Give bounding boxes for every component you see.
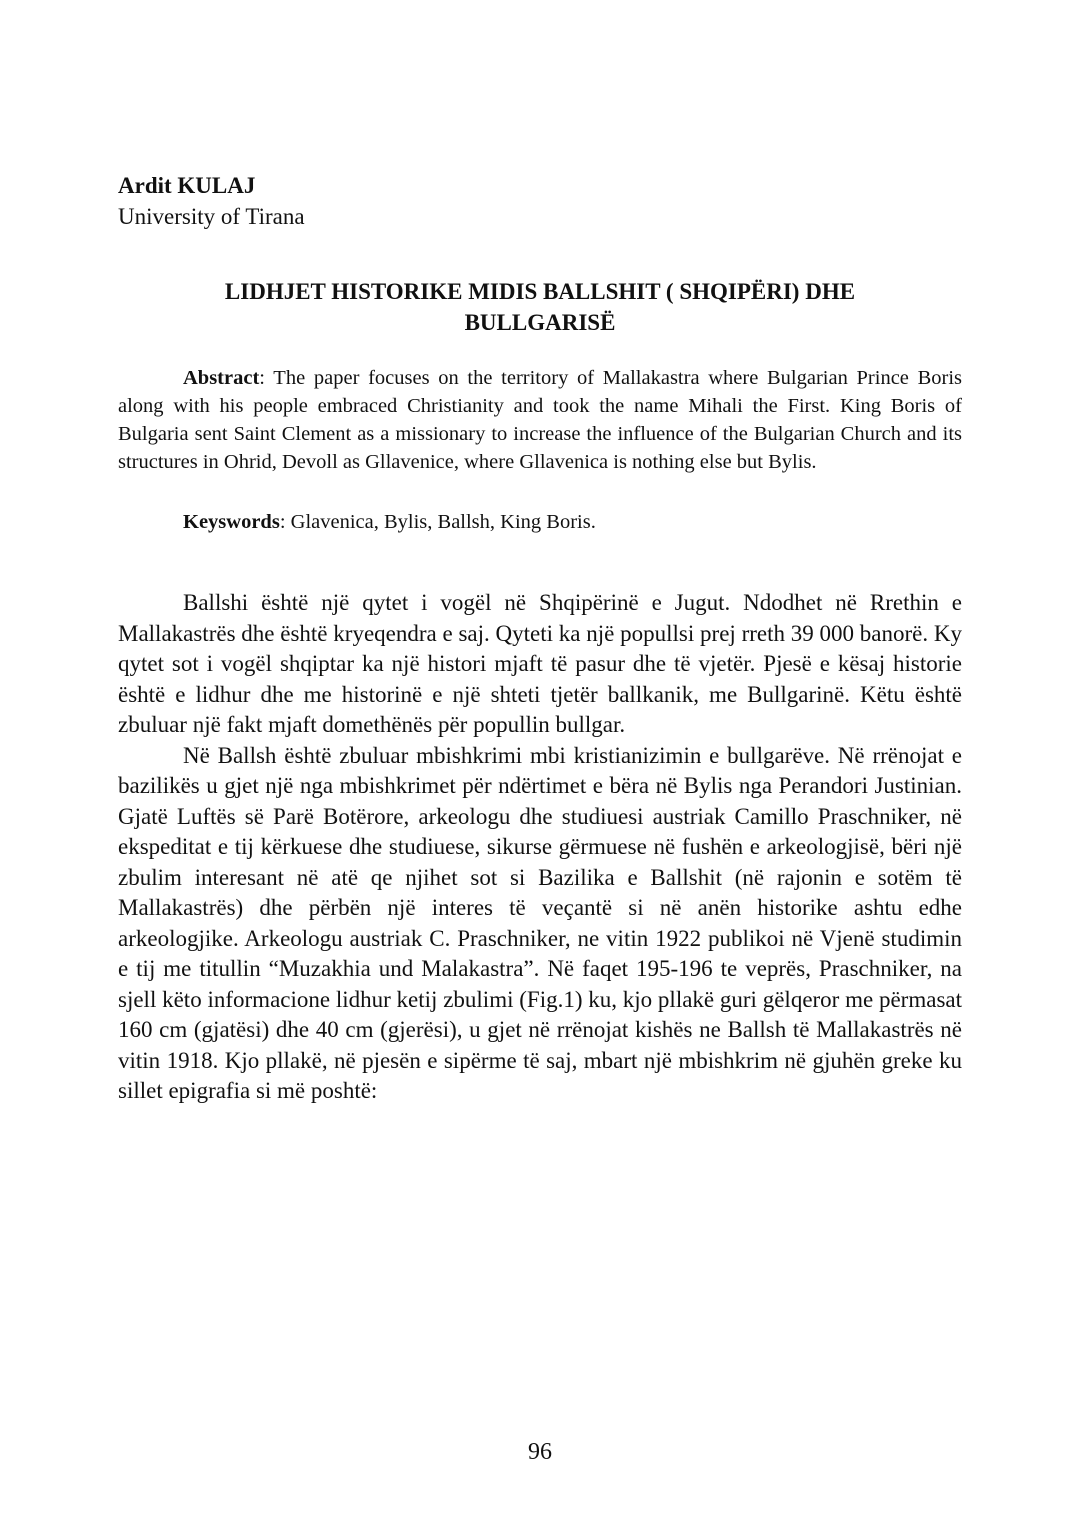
keywords-label: Keyswords — [183, 511, 280, 533]
paper-title-line-2: BULLGARISË — [464, 310, 616, 335]
body-text — [118, 588, 962, 1107]
abstract — [118, 364, 962, 476]
body-paragraph: Ballshi është një qytet i vogël në Shqipërinë e Jugut. Ndodhet në Rrethin e Mallakastrës dhe është kryeqendra e saj. Qyteti ka një popullsi prej rreth 39 000 banorë. Ky qytet sot i vogël shqiptar ka një histori mjaft të pasur dhe të vjetër. Pjesë e kësaj historie është e lidhur dhe me historinë e një shteti tjetër ballkanik, me Bullgarinë. Këtu është zbuluar një fakt mjaft domethënës për popullin bullgar. — [118, 590, 962, 737]
keywords-text: : Glavenica, Bylis, Ballsh, King Boris. — [279, 511, 596, 533]
paper-title — [118, 276, 962, 338]
paper-title-line-1: LIDHJET HISTORIKE MIDIS BALLSHIT ( SHQIPËRI) DHE — [224, 279, 856, 304]
author-name: Ardit KULAJ — [118, 173, 256, 198]
abstract-text: : The paper focuses on the territory of Mallakastra where Bulgarian Prince Boris along with his people embraced Christianity and took the name Mihali the First. King Boris of Bulgaria sent Saint Clement as a missionary to increase the influence of the Bulgarian Church and its structures in Ohrid, Devoll as Gllavenice, where Gllavenica is nothing else but Bylis. — [118, 367, 962, 473]
author-affiliation: University of Tirana — [118, 204, 305, 229]
body-paragraph: Në Ballsh është zbuluar mbishkrimi mbi kristianizimin e bullgarëve. Në rrënojat e bazilikës u gjet një nga mbishkrimet për ndërtimet e bëra në Bylis nga Perandori Justinian. Gjatë Luftës së Parë Botërore, arkeologu dhe studiuesi austriak Camillo Praschniker, në ekspeditat e tij kërkuese dhe studiuese, sikurse gërmuese në fushën e arkeologjisë, bëri një zbulim interesant në atë qe njihet sot si Bazilika e Ballshit (në rajonin e sotëm të Mallakastrës) dhe përbën një interes të veçantë si në anën historike ashtu edhe arkeologjike. Arkeologu austriak C. Praschniker, ne vitin 1922 publikoi në Vjenë studimin e tij me titullin “Muzakhia und Malakastra”. Në faqet 195-196 te veprës, Praschniker, na sjell këto informacione lidhur ketij zbulimi (Fig.1) ku, kjo pllakë guri gëlqeror me përmasat 160 cm (gjatësi) dhe 40 cm (gjerësi), u gjet në rrënojat kishës ne Ballsh të Mallakastrës në vitin 1918. Kjo pllakë, në pjesën e sipërme të saj, mbart një mbishkrim në gjuhën greke ku sillet epigrafia si më poshtë: — [118, 742, 962, 1103]
page-number: 96 — [528, 1439, 552, 1465]
paper-page — [118, 170, 962, 1107]
abstract-label: Abstract — [183, 367, 260, 389]
keywords — [118, 508, 962, 536]
